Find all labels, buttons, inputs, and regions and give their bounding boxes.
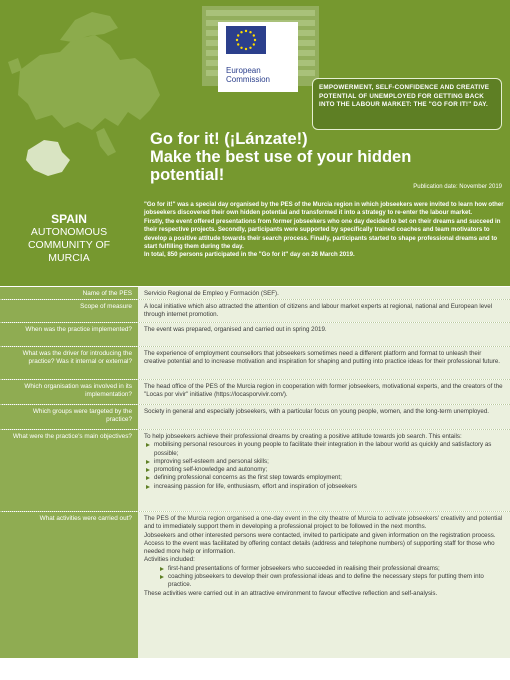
row-label: What activities were carried out? xyxy=(0,512,138,658)
row-value: The head office of the PES of the Murcia region in cooperation with former jobseekers, motivational experts, and the creators of the "Locas por vivir" initiative (https://locasporvivir.com/). xyxy=(138,380,510,404)
table-row-driver xyxy=(0,347,510,380)
ec-name-line1: European xyxy=(226,66,261,75)
table-row-when xyxy=(0,323,510,347)
intro-paragraph: In total, 850 persons participated in the "Go for it" day on 26 March 2019. xyxy=(144,251,355,259)
row-label: Which groups were targeted by the practice? xyxy=(0,405,138,429)
intro-paragraph: Firstly, the event offered presentations from former jobseekers who one day decided to bet on their dreams and succeed in their respective projects. Secondly, participants were supported by specifically trained coaches and team motivators to develop a positive attitude towards their search process. Finally, participants started to shape professional dreams and to start fulfilling them during the day. xyxy=(144,217,501,251)
row-value xyxy=(138,430,510,511)
table-row-groups xyxy=(0,405,510,430)
row-label: Which organisation was involved in its implementation? xyxy=(0,380,138,404)
practice-table xyxy=(0,287,510,658)
ec-name xyxy=(226,66,270,84)
table-row-scope xyxy=(0,300,510,323)
country-box xyxy=(0,198,138,286)
activities-paragraph: The PES of the Murcia region organised a one-day event in the city theatre of Murcia to activate jobseekers' creativity and potential and to immediately support them in developing a professional project to be followed in the next months. xyxy=(144,515,503,531)
list-item: promoting self-knowledge and autonomy; xyxy=(144,466,504,474)
list-item: improving self-esteem and personal skills; xyxy=(144,458,504,466)
header-banner xyxy=(0,0,510,218)
list-item: mobilising personal resources in young people to facilitate their integration in the labour world as quickly and satisfactory as possible; xyxy=(144,441,504,458)
callout-box: EMPOWERMENT, SELF-CONFIDENCE AND CREATIVE POTENTIAL OF UNEMPLOYED FOR GETTING BACK INTO THE LABOUR MARKET: THE "GO FOR IT!" DAY. xyxy=(312,78,502,130)
intro-summary xyxy=(138,198,510,286)
objectives-intro: To help jobseekers achieve their professional dreams by creating a positive attitude towards job search. This entails: xyxy=(144,433,462,440)
row-label: Name of the PES xyxy=(0,287,138,299)
row-label: When was the practice implemented? xyxy=(0,323,138,346)
eu-flag-icon xyxy=(226,26,266,54)
list-item: coaching jobseekers to develop their own professional ideas and to define the necessary steps for putting them into practice. xyxy=(144,573,504,590)
objectives-list xyxy=(144,441,504,491)
country-name: SPAIN xyxy=(51,212,87,226)
list-item: defining professional concerns as the first step towards employment; xyxy=(144,474,504,482)
ec-name-line2: Commission xyxy=(226,75,271,84)
activities-list xyxy=(144,565,504,590)
table-row-pes xyxy=(0,287,510,300)
publication-date: Publication date: November 2019 xyxy=(413,184,502,190)
table-row-activities xyxy=(0,512,510,658)
table-row-objectives xyxy=(0,430,510,512)
page-title-line1: Go for it! (¡Lánzate!) xyxy=(150,130,308,148)
list-item: first-hand presentations of former jobseekers who succeeded in realising their professional dreams; xyxy=(144,565,504,573)
table-row-organisation xyxy=(0,380,510,405)
row-value xyxy=(138,512,510,658)
activities-paragraph: These activities were carried out in an attractive environment to favour effective reflection and self-analysis. xyxy=(144,589,438,597)
region-name: AUTONOMOUS COMMUNITY OF MURCIA xyxy=(27,226,111,264)
row-value: The event was prepared, organised and carried out in spring 2019. xyxy=(138,323,510,346)
row-value: Society in general and especially jobseekers, with a particular focus on young people, women, and the long-term unemployed. xyxy=(138,405,510,429)
activities-paragraph: Jobseekers and other interested persons were contacted, invited to participate and given information on the registration process. Access to the event was facilitated by offering contact details (address and telephone numbers) of supporting staff for those who needed more help or information. xyxy=(144,531,496,556)
row-label: What were the practice's main objectives? xyxy=(0,430,138,511)
europe-map-graphic xyxy=(0,0,210,218)
row-value: A local initiative which also attracted the attention of citizens and labour market experts at regional, national and European level through internet promotion. xyxy=(138,300,510,322)
row-value: Servicio Regional de Empleo y Formación (SEF). xyxy=(138,287,510,299)
intro-paragraph: "Go for it!" was a special day organised by the PES of the Murcia region in which jobseekers were invited to learn how other jobseekers discovered their own hidden potential and transformed it into a strategy to re-enter the labour market. xyxy=(144,201,504,217)
european-commission-logo xyxy=(218,22,298,92)
row-value: The experience of employment counsellors that jobseekers sometimes need a different platform and format to unleash their creative potential and to increase motivation and inspiration for shaping and putting into practice ideas for their professional future. xyxy=(138,347,510,379)
page-title-line2: Make the best use of your hidden potential! xyxy=(150,148,412,184)
row-label: What was the driver for introducing the practice? Was it internal or external? xyxy=(0,347,138,379)
activities-paragraph: Activities included: xyxy=(144,556,195,564)
row-label: Scope of measure xyxy=(0,300,138,322)
list-item: increasing passion for life, enthusiasm, effort and inspiration of jobseekers xyxy=(144,483,504,491)
